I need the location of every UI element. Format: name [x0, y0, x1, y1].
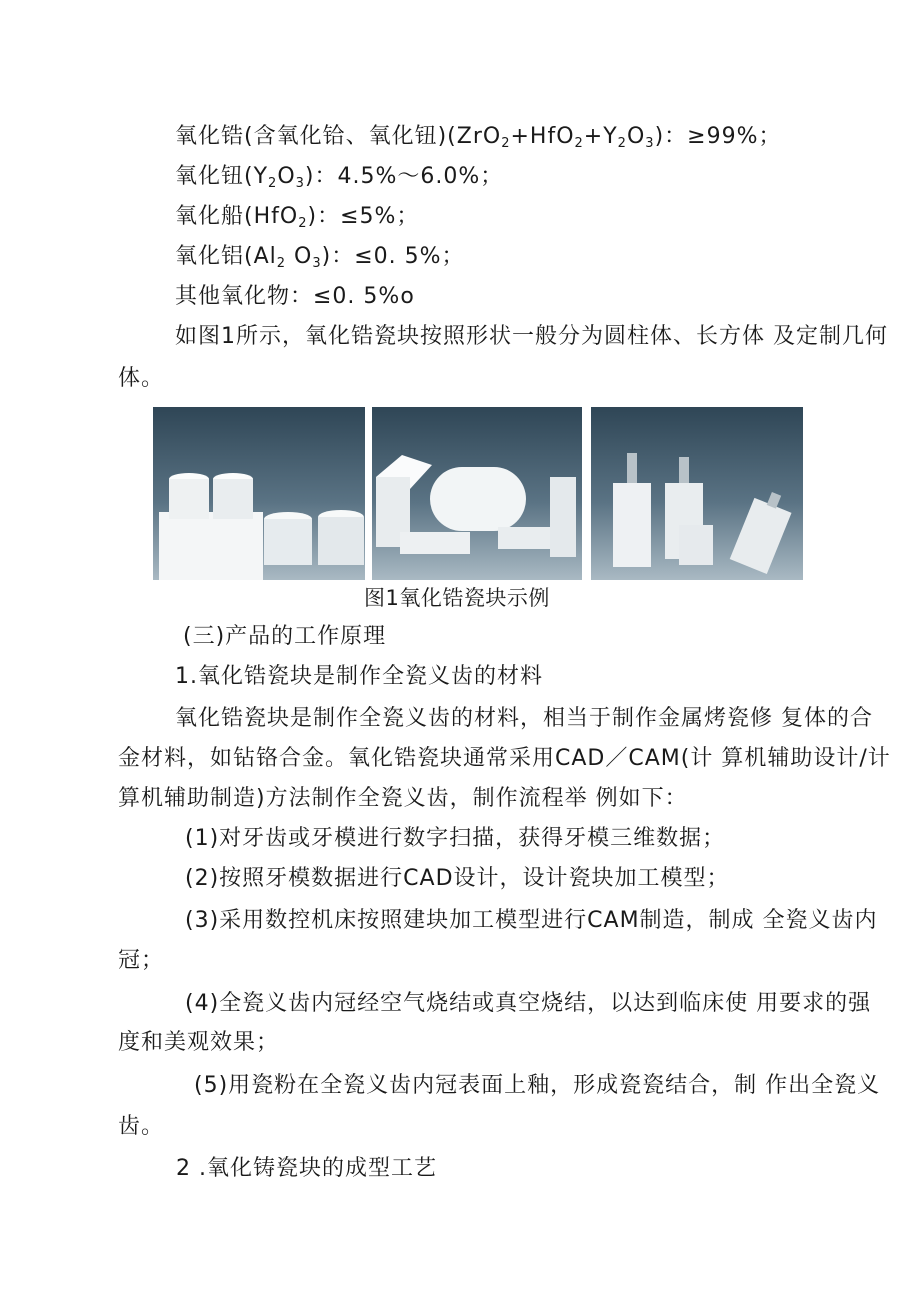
paragraph-shapes-line1: 如图1所示，氧化锆瓷块按照形状一般分为圆柱体、长方体 及定制几何	[175, 324, 888, 349]
step-1: (1)对牙齿或牙模进行数字扫描，获得牙模三维数据；	[185, 826, 726, 851]
photo-cylinders	[153, 407, 365, 580]
step-3-line2: 冠；	[118, 948, 165, 973]
paragraph-material-line2: 金材料，如钻铬合金。氧化锆瓷块通常采用CAD／CAM(计 算机辅助设计/计	[118, 746, 891, 771]
paragraph-shapes-line2: 体。	[118, 366, 165, 391]
figure-zirconia-blocks	[153, 407, 803, 580]
subheading-1: 1.氧化锆瓷块是制作全瓷义齿的材料	[175, 664, 543, 689]
composition-hfo2: 氧化船(HfO$_2$)：≤5%；	[175, 204, 420, 231]
composition-y2o3: 氧化钮$(Y_2O_3)$：4.5%～6.0%；	[175, 164, 504, 191]
step-2: (2)按照牙模数据进行CAD设计，设计瓷块加工模型；	[185, 866, 730, 891]
composition-other: 其他氧化物：≤0. 5%o	[175, 284, 415, 309]
step-4-line2: 度和美观效果；	[118, 1030, 280, 1055]
step-4-line1: (4)全瓷义齿内冠经空气烧结或真空烧结，以达到临床使 用要求的强	[185, 991, 872, 1016]
step-5-line1: (5)用瓷粉在全瓷义齿内冠表面上釉，形成瓷瓷结合，制 作出全瓷义	[194, 1073, 881, 1098]
composition-al2o3: 氧化铝($Al_2$ $O_3$)：≤0. 5%；	[175, 244, 465, 271]
subheading-2: 2 .氧化铸瓷块的成型工艺	[176, 1156, 437, 1181]
step-5-line2: 齿。	[118, 1114, 165, 1139]
photo-custom-geometry	[591, 407, 803, 580]
step-3-line1: (3)采用数控机床按照建块加工模型进行CAM制造，制成 全瓷义齿内	[185, 908, 878, 933]
photo-rectangular-blocks	[372, 407, 582, 580]
composition-zro2: 氧化锆(含氧化铪、氧化钮)$(ZrO_2+HfO_2+Y_2O_3)$：≥99%；	[175, 124, 782, 151]
paragraph-material-line3: 算机辅助制造)方法制作全瓷义齿，制作流程举 例如下：	[118, 786, 688, 811]
paragraph-material-line1: 氧化锆瓷块是制作全瓷义齿的材料，相当于制作金属烤瓷修 复体的合	[175, 706, 873, 731]
figure-caption: 图1氧化锆瓷块示例	[364, 586, 550, 610]
section-heading: (三)产品的工作原理	[183, 624, 387, 649]
